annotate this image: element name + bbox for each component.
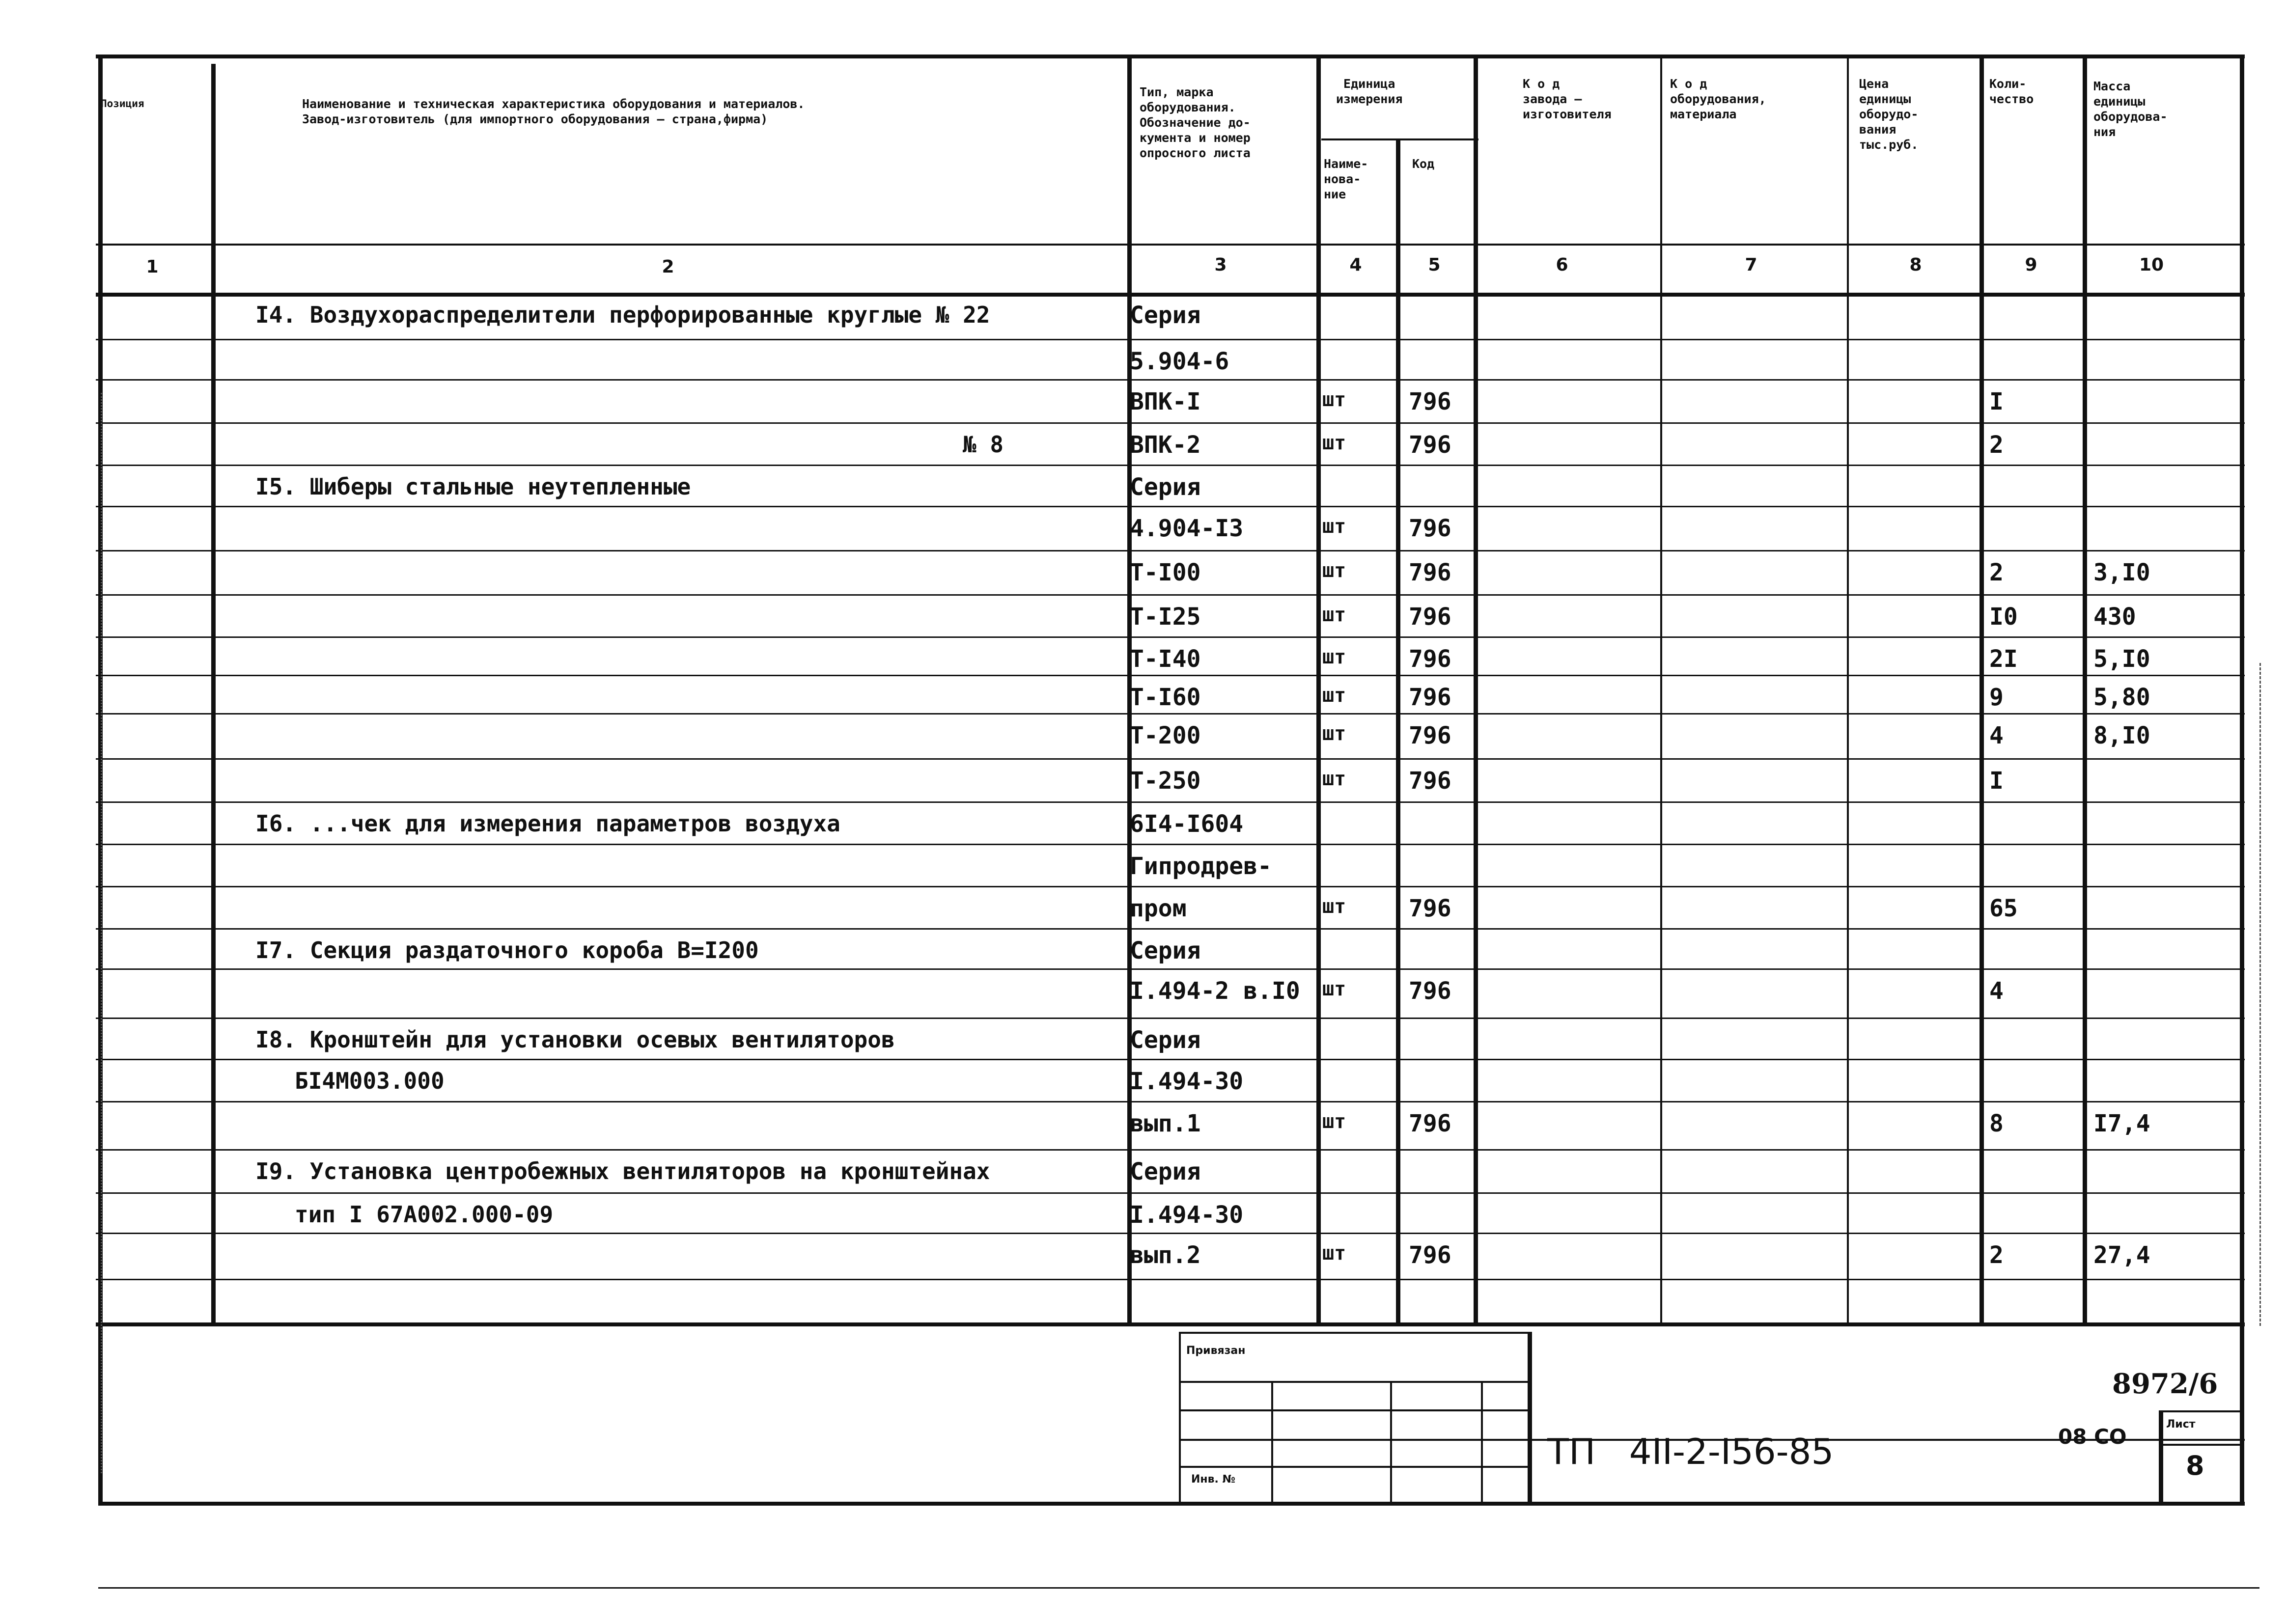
column-number-5: 5 [1428,255,1441,275]
col5-right-border [1474,55,1478,1323]
row-quantity: 2I [1989,645,2018,673]
row-unit: шт [1322,515,1346,538]
header-mass: Масса единицы оборудова- ния [2093,79,2168,139]
numbers-divider [96,293,2245,297]
row-mass: 27,4 [2093,1241,2150,1269]
row-divider [96,339,2245,340]
stamp-div-1 [1271,1381,1273,1503]
column-number-3: 3 [1214,255,1227,275]
row-code: 796 [1409,684,1451,711]
col6-right-border [1660,55,1662,1323]
row-code: 796 [1409,1241,1451,1269]
header-name: Наименование и техническая характеристика оборудования и материалов. Завод-изготовитель (для импортного оборудования – страна,фирма) [302,97,805,126]
row-description: тип I 67А002.000-09 [295,1201,554,1228]
header-unit: Единица измерения [1336,77,1403,106]
column-number-7: 7 [1745,255,1757,275]
col7-right-border [1847,55,1849,1323]
header-unit-name: Наиме- нова- ние [1324,157,1368,201]
row-type: Серия [1130,1158,1201,1185]
row-type: Серия [1130,302,1201,329]
sheet-box-top [2159,1410,2242,1412]
row-code: 796 [1409,722,1451,749]
header-factory-code: К о д завода – изготовителя [1523,77,1612,121]
row-divider [96,1018,2245,1019]
column-number-9: 9 [2025,255,2037,275]
column-number-1: 1 [146,257,159,277]
row-divider [96,675,2245,676]
stamp-line-4 [1179,1466,1529,1468]
row-divider [96,928,2245,930]
row-type: I.494-30 [1130,1201,1244,1229]
row-code: 796 [1409,431,1451,459]
row-description: I9. Установка центробежных вентиляторов на кронштейнах [255,1158,990,1184]
row-type: вып.1 [1130,1110,1201,1137]
row-quantity: 9 [1989,684,2004,711]
row-description: I8. Кронштейн для установки осевых вентиляторов [255,1026,895,1053]
row-unit: шт [1322,1242,1346,1265]
row-unit: шт [1322,768,1346,790]
row-divider [96,422,2245,424]
row-quantity: 4 [1989,722,2004,749]
row-type: пром [1130,895,1187,922]
row-type: ВПК-2 [1130,431,1201,459]
row-quantity: 2 [1989,431,2004,459]
row-quantity: I [1989,388,2004,415]
stamp-left [1179,1332,1181,1503]
sheet-number: 8 [2186,1450,2204,1481]
frame-bottom-border [98,1502,2245,1506]
row-unit: шт [1322,684,1346,707]
header-type: Тип, марка оборудования. Обозначение до- кумента и номер опросного листа [1140,85,1251,160]
row-divider [96,1233,2245,1234]
col3-right-border [1316,55,1321,1323]
row-divider [96,1192,2245,1194]
document-code: ТП 4II-2-I56-85 [1547,1431,1834,1472]
row-divider [96,758,2245,760]
row-type: Серия [1130,937,1201,964]
table-bottom-border [96,1322,2245,1326]
row-code: 796 [1409,515,1451,542]
row-quantity: 8 [1989,1110,2004,1137]
row-unit: шт [1322,646,1346,668]
header-equipment-code: К о д оборудования, материала [1670,77,1766,121]
row-code: 796 [1409,645,1451,673]
header-position: Позиция [101,98,144,110]
stamp-top [1179,1332,1529,1334]
document-suffix: 08 СО [2058,1425,2127,1449]
row-divider [96,594,2245,596]
row-quantity: I0 [1989,603,2018,631]
row-quantity: 2 [1989,559,2004,586]
stamp-line-1 [1179,1381,1529,1383]
col8-right-border [1979,55,1984,1323]
row-quantity: 65 [1989,895,2018,922]
row-type: Т-I60 [1130,684,1201,711]
row-divider [96,550,2245,551]
row-divider [96,886,2245,887]
row-description: № 8 [963,431,1004,458]
row-type: Т-250 [1130,767,1201,795]
column-number-8: 8 [1909,255,1922,275]
row-mass: I7,4 [2093,1110,2150,1137]
header-price: Цена единицы оборудо- вания тыс.руб. [1859,77,1919,152]
row-divider [96,1101,2245,1102]
left-margin-mark [101,393,102,1473]
page-trim-line [98,1587,2259,1589]
stamp-right [1528,1332,1532,1503]
col1-right-border [211,64,216,1323]
column-number-4: 4 [1349,255,1362,275]
row-type: Серия [1130,473,1201,501]
row-divider [96,1059,2245,1060]
row-unit: шт [1322,1110,1346,1133]
row-type: Т-I00 [1130,559,1201,586]
row-mass: 430 [2093,603,2136,631]
table-top-border [96,55,2245,58]
row-unit: шт [1322,978,1346,1000]
row-description: I5. Шиберы стальные неутепленные [255,473,691,500]
row-unit: шт [1322,895,1346,918]
row-divider [96,379,2245,381]
row-code: 796 [1409,767,1451,795]
inventory-number: 8972/6 [2112,1368,2218,1400]
stamp-div-2 [1390,1381,1392,1503]
row-description: I4. Воздухораспределители перфорированные круглые № 22 [255,302,990,328]
row-code: 796 [1409,977,1451,1005]
row-type: Т-I40 [1130,645,1201,673]
row-type: вып.2 [1130,1241,1201,1269]
row-mass: 5,80 [2093,684,2150,711]
header-divider [96,244,2245,246]
right-margin-mark [2259,663,2261,1326]
sheet-box-mid [2159,1444,2242,1446]
row-code: 796 [1409,603,1451,631]
row-unit: шт [1322,722,1346,745]
stamp-inv-label: Инв. № [1191,1473,1236,1486]
row-quantity: 4 [1989,977,2004,1005]
row-divider [96,713,2245,715]
row-divider [96,1279,2245,1280]
row-unit: шт [1322,559,1346,582]
col4-right-border [1396,138,1400,1323]
row-type: Гипродрев- [1130,853,1272,880]
row-type: 5.904-6 [1130,348,1229,375]
row-divider [96,844,2245,845]
row-type: Серия [1130,1026,1201,1054]
row-description: I6. ...чек для измерения параметров воздуха [255,810,840,837]
row-description: БI4М003.000 [295,1068,445,1094]
row-mass: 3,I0 [2093,559,2150,586]
row-type: ВПК-I [1130,388,1201,415]
row-unit: шт [1322,432,1346,454]
row-code: 796 [1409,895,1451,922]
row-unit: шт [1322,388,1346,411]
row-description: I7. Секция раздаточного короба В=I200 [255,937,759,963]
row-divider [96,1149,2245,1151]
row-type: Т-200 [1130,722,1201,749]
header-quantity: Коли- чество [1989,77,2034,106]
stamp-div-3 [1481,1381,1483,1503]
row-quantity: 2 [1989,1241,2004,1269]
col9-right-border [2083,55,2087,1323]
column-number-2: 2 [662,257,674,277]
row-mass: 5,I0 [2093,645,2150,673]
row-code: 796 [1409,559,1451,586]
row-divider [96,968,2245,970]
row-divider [96,506,2245,507]
row-mass: 8,I0 [2093,722,2150,749]
column-number-6: 6 [1556,255,1568,275]
row-divider [96,465,2245,466]
row-type: I.494-2 в.I0 [1130,977,1300,1005]
stamp-privyazan-label: Привязан [1186,1345,1246,1357]
row-type: Т-I25 [1130,603,1201,631]
row-divider [96,636,2245,638]
header-unit-code: Код [1412,157,1435,171]
row-type: 4.904-I3 [1130,515,1244,542]
row-code: 796 [1409,388,1451,415]
frame-right-border [2240,55,2244,1503]
row-type: 6I4-I604 [1130,810,1244,838]
stamp-line-2 [1179,1409,1529,1411]
column-number-10: 10 [2139,255,2164,275]
row-quantity: I [1989,767,2004,795]
row-type: I.494-30 [1130,1068,1244,1095]
row-divider [96,801,2245,803]
row-code: 796 [1409,1110,1451,1137]
sheet-box-left [2159,1410,2163,1503]
sheet-label: Лист [2166,1418,2196,1431]
row-unit: шт [1322,604,1346,626]
